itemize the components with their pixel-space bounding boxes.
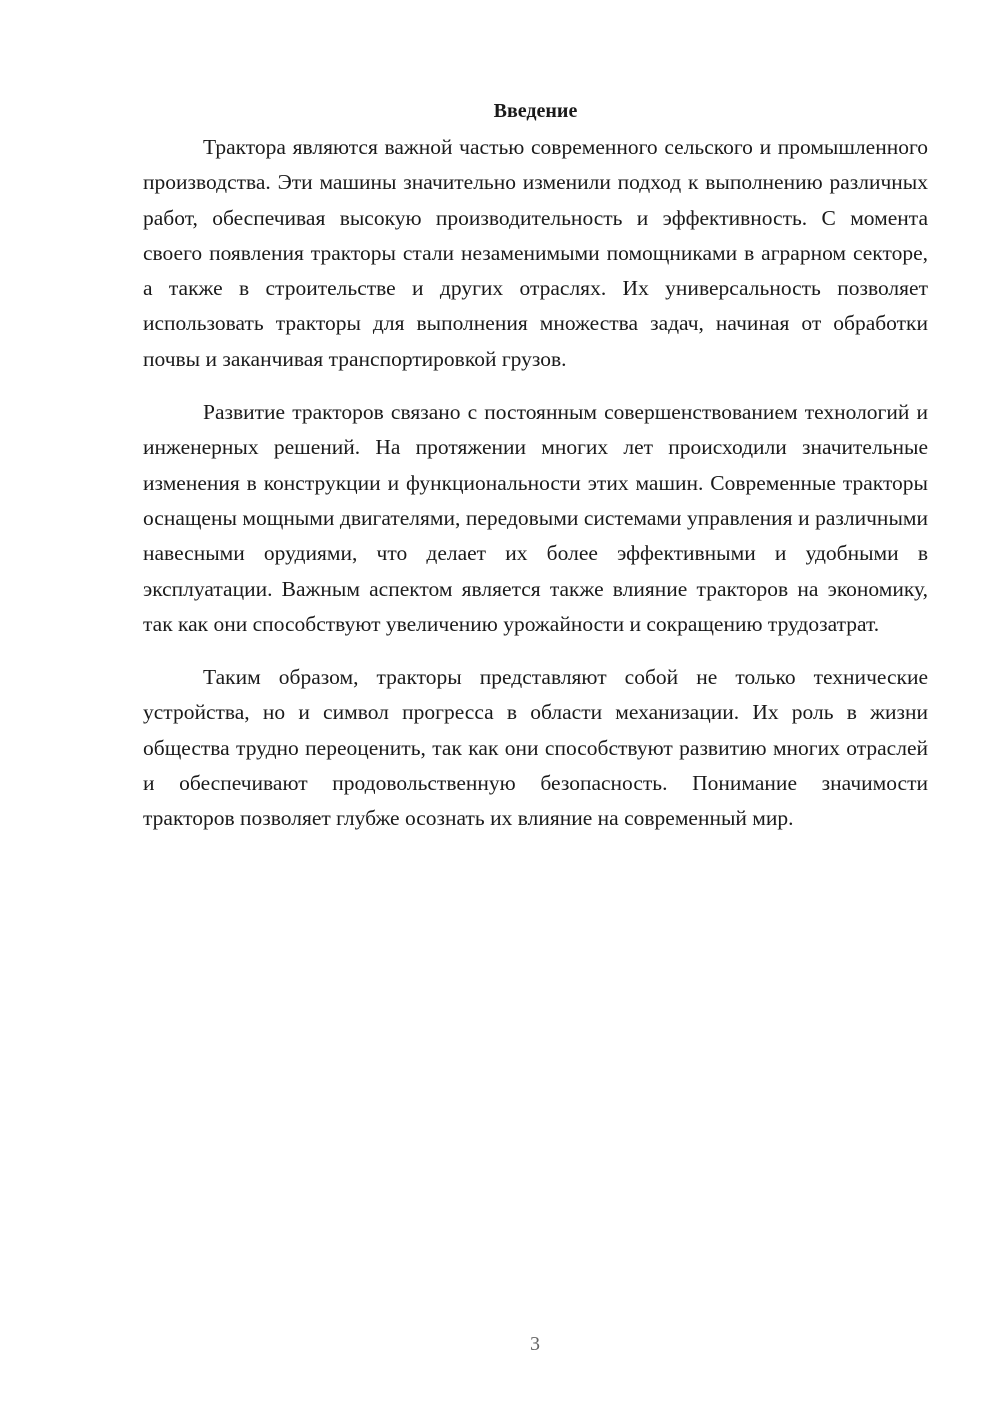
paragraph-3: Таким образом, тракторы представляют собой не только технические устройства, но и символ прогресса в области механизации. Их роль в жизни общества трудно переоценить, так как они способствуют развитию многих отраслей и обеспечивают продовольственную безопасность. Понимание значимости тракторов позволяет глубже осознать их влияние на современный мир. bbox=[143, 665, 928, 831]
section-title: Введение bbox=[493, 100, 578, 122]
paragraph-2: Развитие тракторов связано с постоянным совершенствованием технологий и инженерных решений. На протяжении многих лет происходили значительные изменения в конструкции и функциональности этих машин. Современные тракторы оснащены мощными двигателями, передовыми системами управления и различными навесными орудиями, что делает их более эффективными и удобными в эксплуатации. Важным аспектом является также влияние тракторов на экономику, так как они способствуют увеличению урожайности и сокращению трудозатрат. bbox=[143, 400, 928, 636]
paragraph-1: Трактора являются важной частью современного сельского и промышленного производства. Эти машины значительно изменили подход к выполнению различных работ, обеспечивая высокую производительность и эффективность. С момента своего появления тракторы стали незаменимыми помощниками в аграрном секторе, а также в строительстве и других отраслях. Их универсальность позволяет использовать тракторы для выполнения множества задач, начиная от обработки почвы и заканчивая транспортировкой грузов. bbox=[143, 135, 928, 371]
page-content bbox=[143, 96, 928, 855]
page-number: 3 bbox=[530, 1333, 540, 1355]
